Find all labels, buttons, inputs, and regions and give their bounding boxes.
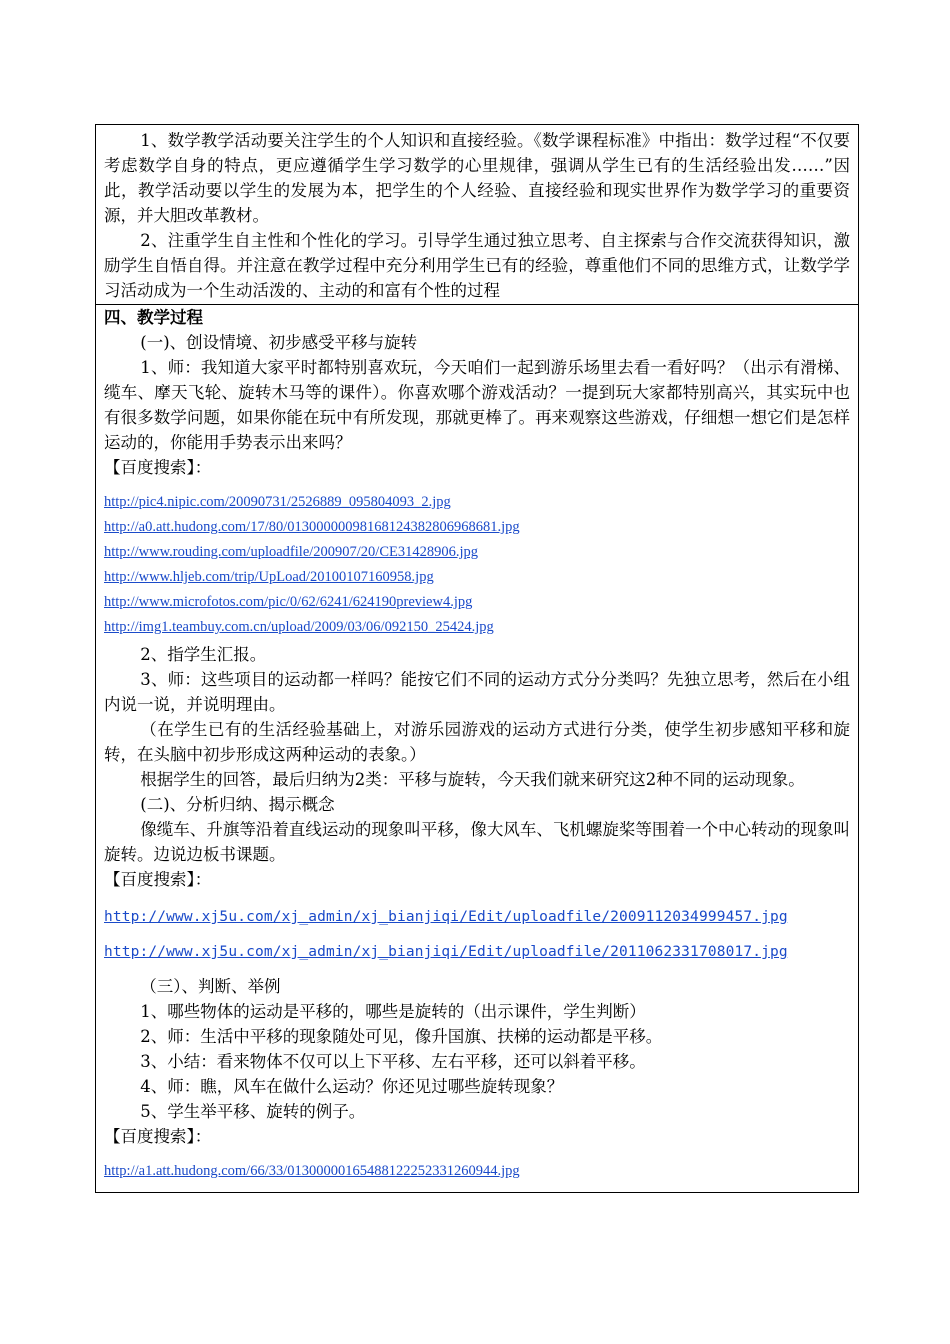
part1-paragraph-2: 2、指学生汇报。: [140, 645, 267, 664]
part1-search-label: 【百度搜索】：: [104, 458, 212, 477]
image-link[interactable]: http://a0.att.hudong.com/17/80/01300000098168124382806968681.jpg: [104, 519, 520, 535]
teaching-philosophy-cell: [96, 125, 858, 305]
part3-search-label: 【百度搜索】：: [104, 1127, 212, 1146]
part1-paragraph-4: （在学生已有的生活经验基础上，对游乐园游戏的运动方式进行分类，使学生初步感知平移和旋转，在头脑中初步形成这两种运动的表象。）: [104, 720, 850, 764]
part3-item-3: 3、小结：看来物体不仅可以上下平移、左右平移，还可以斜着平移。: [140, 1052, 646, 1071]
image-link[interactable]: http://www.hljeb.com/trip/UpLoad/20100107160958.jpg: [104, 569, 434, 585]
philosophy-paragraph-1: 1、数学教学活动要关注学生的个人知识和直接经验。《数学课程标准》中指出：数学过程“不仅要考虑数学自身的特点，更应遵循学生学习数学的心里规律，强调从学生已有的生活经验出发……”因此，教学活动要以学生的发展为本，把学生的个人经验、直接经验和现实世界作为数学学习的重要资源，并大胆改革教材。: [104, 131, 850, 225]
teaching-process-cell: [96, 305, 858, 1192]
part3-link-list: [104, 1149, 850, 1186]
image-link[interactable]: http://www.microfotos.com/pic/0/62/6241/624190preview4.jpg: [104, 594, 473, 610]
part2-paragraph-1: 像缆车、升旗等沿着直线运动的现象叫平移，像大风车、飞机螺旋桨等围着一个中心转动的现象叫旋转。边说边板书课题。: [104, 820, 850, 864]
image-link[interactable]: http://img1.teambuy.com.cn/upload/2009/03/06/092150_25424.jpg: [104, 619, 494, 635]
part1-title: (一)、创设情境、初步感受平移与旋转: [140, 333, 418, 352]
part3-item-2: 2、师：生活中平移的现象随处可见，像升国旗、扶梯的运动都是平移。: [140, 1027, 663, 1046]
part3-item-4: 4、师：瞧，风车在做什么运动？你还见过哪些旋转现象？: [140, 1077, 564, 1096]
part3-item-5: 5、学生举平移、旋转的例子。: [140, 1102, 366, 1121]
part3-title: （三）、判断、举例: [140, 977, 281, 996]
philosophy-paragraph-2: 2、注重学生自主性和个性化的学习。引导学生通过独立思考、自主探索与合作交流获得知识，激励学生自悟自得。并注意在教学过程中充分利用学生已有的经验，尊重他们不同的思维方式，让数学学习活动成为一个生动活泼的、主动的和富有个性的过程: [104, 231, 850, 300]
lesson-table: [95, 124, 859, 1193]
image-link[interactable]: http://www.xj5u.com/xj_admin/xj_bianjiqi/Edit/uploadfile/2009112034999457.jpg: [104, 909, 788, 925]
section-heading: 四、教学过程: [104, 308, 203, 327]
image-link[interactable]: http://www.xj5u.com/xj_admin/xj_bianjiqi/Edit/uploadfile/2011062331708017.jpg: [104, 944, 788, 960]
part1-paragraph-5: 根据学生的回答，最后归纳为2类：平移与旋转，今天我们就来研究这2种不同的运动现象。: [140, 770, 805, 789]
part1-paragraph-1: 1、师：我知道大家平时都特别喜欢玩，今天咱们一起到游乐场里去看一看好吗？（出示有滑梯、缆车、摩天飞轮、旋转木马等的课件）。你喜欢哪个游戏活动？一提到玩大家都特别高兴，其实玩中也有很多数学问题，如果你能在玩中有所发现，那就更棒了。再来观察这些游戏，仔细想一想它们是怎样运动的，你能用手势表示出来吗？: [104, 358, 850, 452]
image-link[interactable]: http://a1.att.hudong.com/66/33/01300000165488122252331260944.jpg: [104, 1163, 520, 1179]
part3-item-1: 1、哪些物体的运动是平移的，哪些是旋转的（出示课件，学生判断）: [140, 1002, 646, 1021]
part1-paragraph-3: 3、师：这些项目的运动都一样吗？能按它们不同的运动方式分分类吗？先独立思考，然后在小组内说一说，并说明理由。: [104, 670, 850, 714]
image-link[interactable]: http://pic4.nipic.com/20090731/2526889_095804093_2.jpg: [104, 494, 451, 510]
part2-title: (二)、分析归纳、揭示概念: [140, 795, 335, 814]
part2-search-label: 【百度搜索】：: [104, 870, 212, 889]
part1-link-list: [104, 480, 850, 642]
part2-link-list: [104, 892, 850, 974]
image-link[interactable]: http://www.rouding.com/uploadfile/200907/20/CE31428906.jpg: [104, 544, 479, 560]
